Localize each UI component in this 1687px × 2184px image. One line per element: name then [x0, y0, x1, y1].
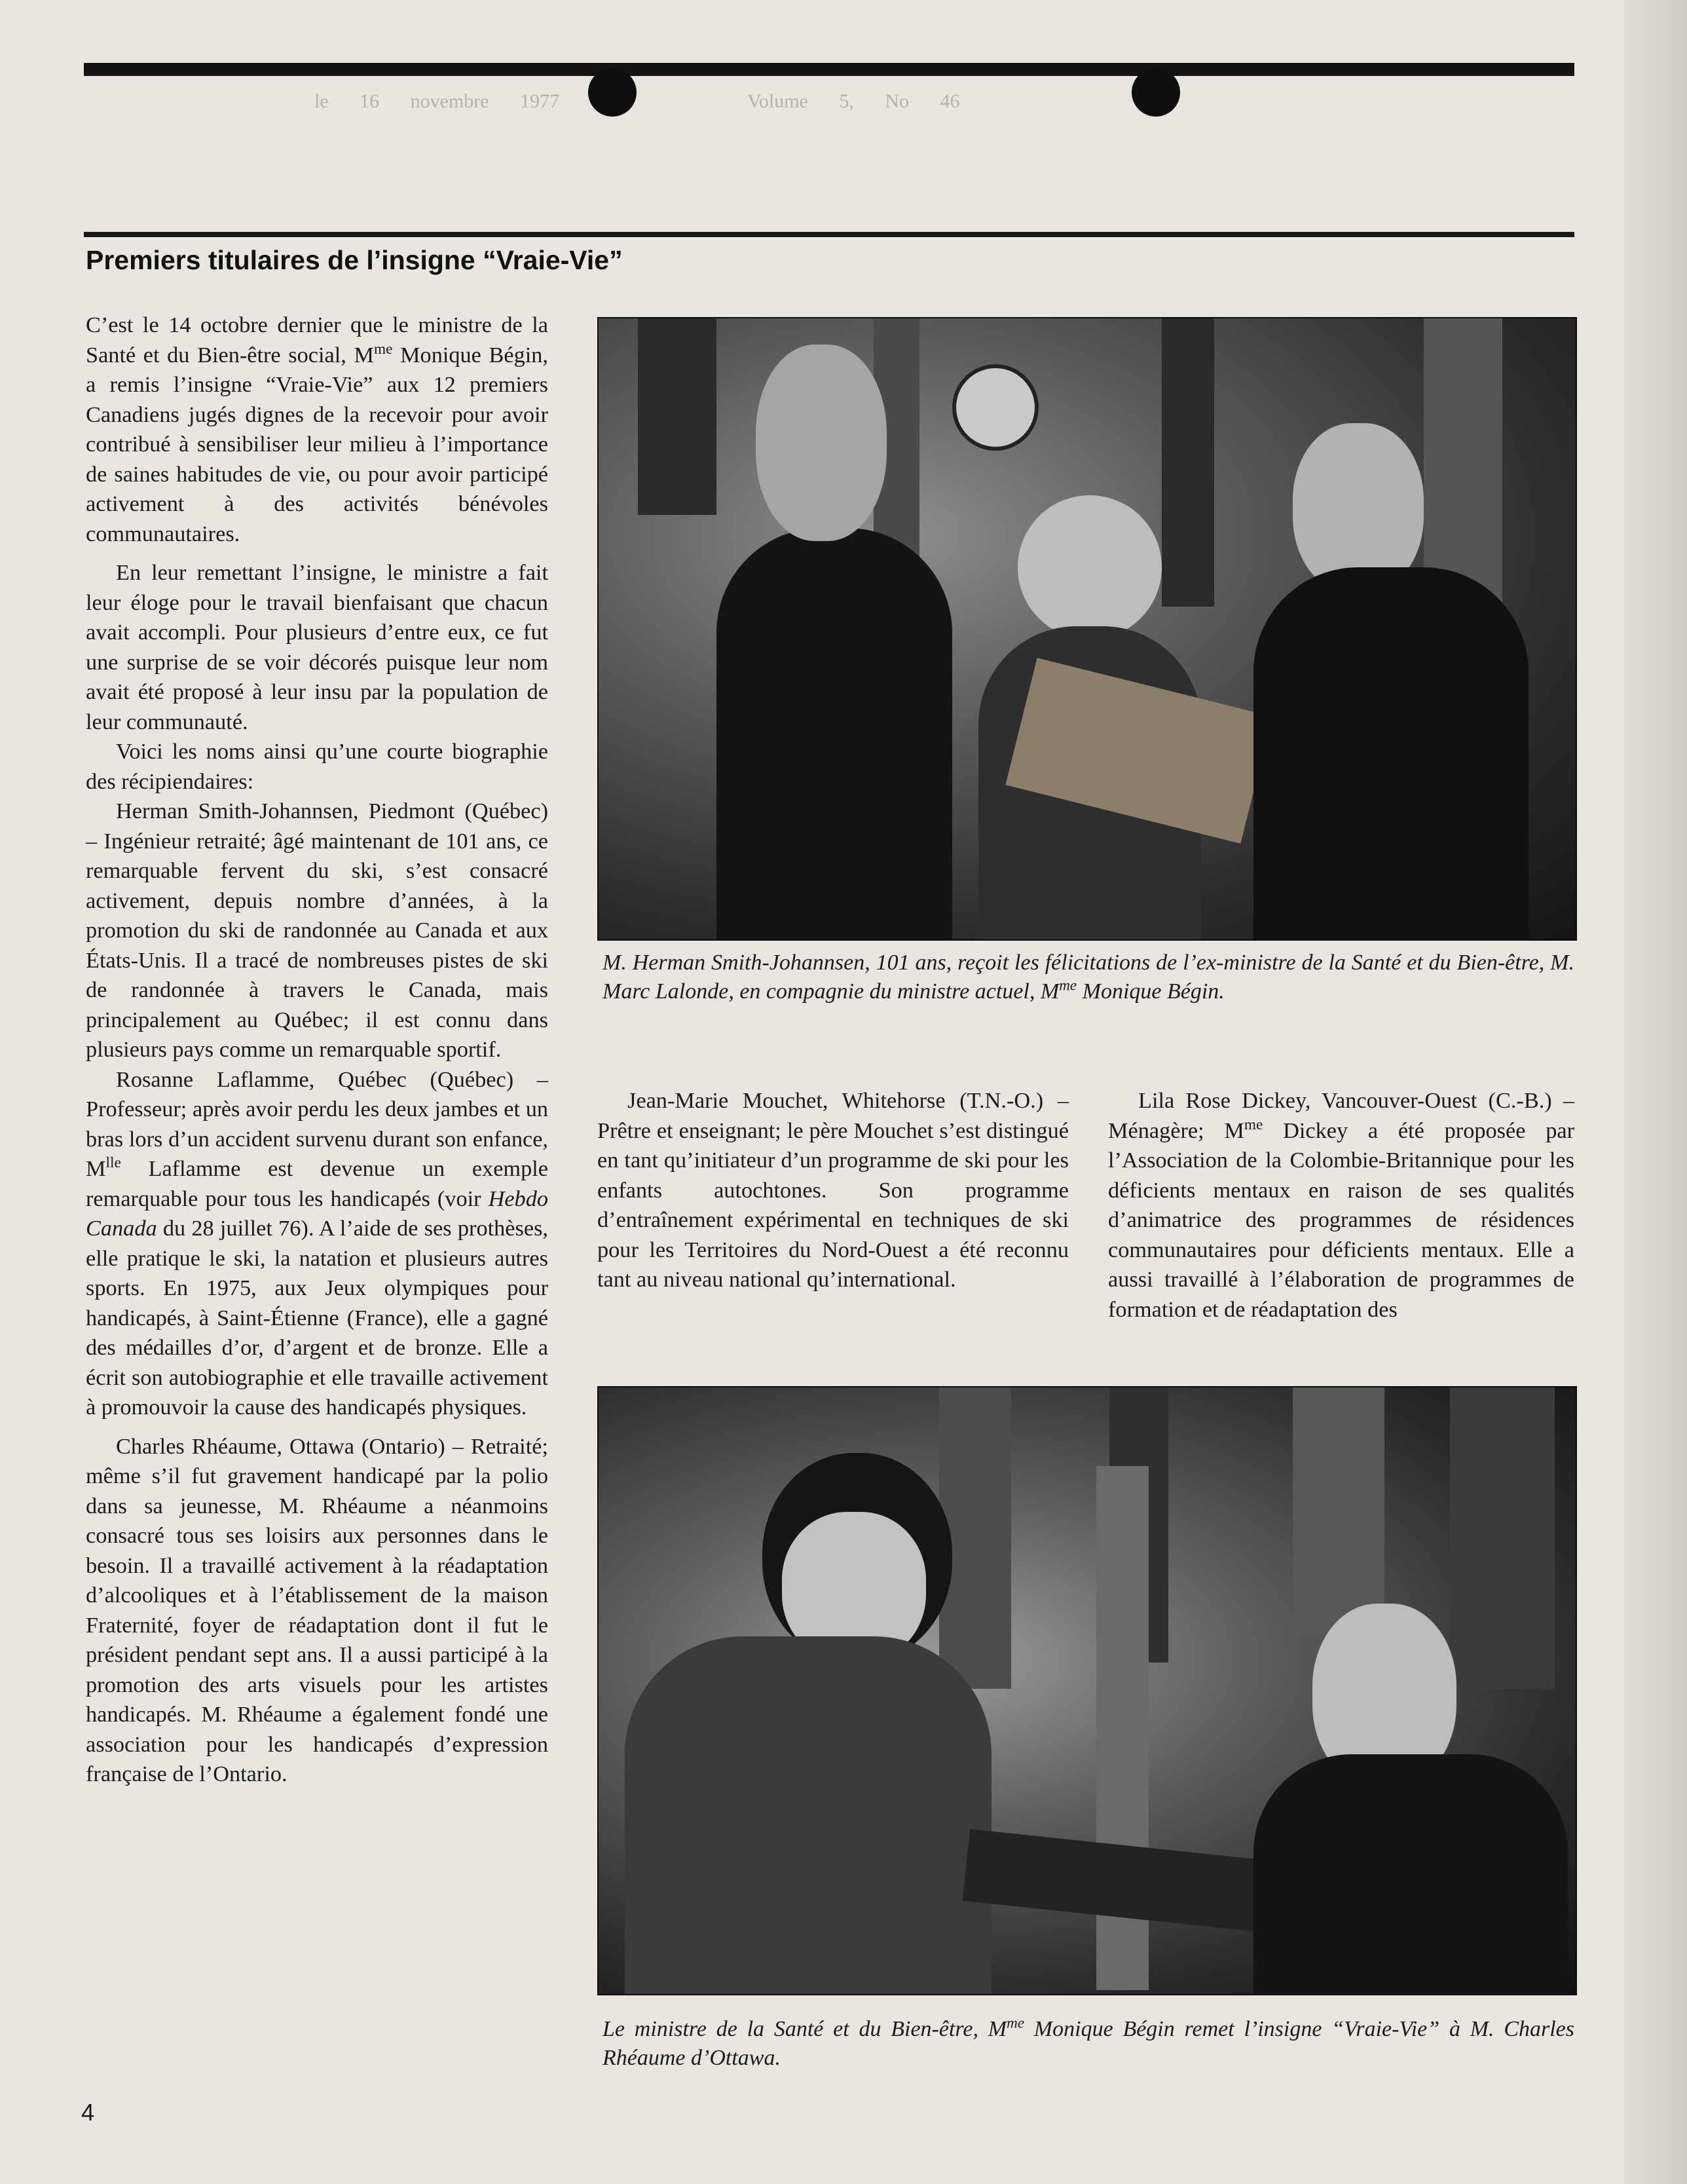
paragraph-laflamme: Rosanne Laflamme, Québec (Québec) – Professeur; après avoir perdu les deux jambes et un bras lors d’un accident survenu durant son enfance, $M^{lle}$ Laflamme est devenue un exemple remarquable pour tous les handicapés (voir Hebdo Canada du 28 juillet 76). A l’aide de ses prothèses, elle pratique le ski, la natation et plusieurs autres sports. En 1975, aux Jeux olympiques pour handicapés, à Saint-Étienne (France), elle a gagné des médailles d’or, d’argent et de bronze. Elle a écrit son autobiographie et elle travaille activement à promouvoir la cause des handicapés physiques. — [86, 1066, 548, 1420]
bleed-through-header — [314, 90, 1559, 123]
section-rule — [84, 232, 1574, 237]
paragraph-voici: Voici les noms ainsi qu’une courte biographie des récipiendaires: — [86, 739, 548, 794]
bleed-header-right: Volume 5, No 46 — [747, 90, 960, 112]
bleed-header-left: le 16 novembre 1977 — [314, 90, 560, 112]
caption-bottom-photo: Le ministre de la Santé et du Bien-être, $M^{me}$ Monique Bégin remet l’insigne “Vraie-Vie” à M. Charles Rhéaume d’Ottawa. — [602, 2014, 1574, 2070]
left-column — [86, 311, 548, 1790]
middle-column — [597, 1086, 1069, 1295]
paragraph-mouchet: Jean-Marie Mouchet, Whitehorse (T.N.-O.) – Prêtre et enseignant; le père Mouchet s’est distingué en tant qu’initiateur d’un programme de ski pour les enfants autochtones. Son programme d’entraînement expérimental en techniques de ski pour les Territoires du Nord-Ouest a été reconnu tant au niveau national qu’international. — [597, 1088, 1069, 1292]
top-binding-rule — [84, 63, 1574, 76]
photo-award-rheaume — [597, 1386, 1577, 1995]
page-edge-shadow — [1624, 0, 1687, 2184]
caption-top-photo: M. Herman Smith-Johannsen, 101 ans, reçoit les félicitations de l’ex-ministre de la Santé et du Bien-être, M. Marc Lalonde, en compagnie du ministre actuel, $M^{me}$ Monique Bégin. — [602, 951, 1574, 1004]
photo-award-smith-johannsen — [597, 317, 1577, 941]
paragraph-intro: C’est le 14 octobre dernier que le ministre de la Santé et du Bien-être social, $M^{me}$ Monique Bégin, a remis l’insigne “Vraie-Vie” aux 12 premiers Canadiens jugés dignes de la recevoir pour avoir contribué à sensibiliser leur milieu à l’importance de saines habitudes de vie, ou pour avoir participé activement à des activités bénévoles communautaires. — [86, 312, 548, 546]
paragraph-smith-johannsen: Herman Smith-Johannsen, Piedmont (Québec) – Ingénieur retraité; âgé maintenant de 101 ans, ce remarquable fervent du ski, s’est consacré activement, depuis nombre d’années, à la promotion du ski de randonnée au Canada et aux États-Unis. Il a tracé de nombreuses pistes de ski de randonnée à travers le Canada, mais principalement au Québec; il est connu dans plusieurs pays comme un remarquable sportif. — [86, 799, 548, 1062]
paragraph-eloge: En leur remettant l’insigne, le ministre a fait leur éloge pour le travail bienfaisant que chacun avait accompli. Pour plusieurs d’entre eux, ce fut une surprise de se voir décorés puisque leur nom avait été proposé à leur insu par la population de leur communauté. — [86, 560, 548, 734]
article-headline: Premiers titulaires de l’insigne “Vraie-Vie” — [86, 245, 623, 275]
page-number: 4 — [81, 2099, 95, 2126]
right-column — [1108, 1086, 1574, 1325]
paragraph-dickey: Lila Rose Dickey, Vancouver-Ouest (C.-B.) – Ménagère; $M^{me}$ Dickey a été proposée par l’Association de la Colombie-Britannique pour les déficients mentaux en raison de ses qualités d’animatrice des programmes de résidences communautaires pour déficients mentaux. Elle a aussi travaillé à l’élaboration de programmes de formation et de réadaptation des — [1108, 1088, 1574, 1322]
paragraph-rheaume: Charles Rhéaume, Ottawa (Ontario) – Retraité; même s’il fut gravement handicapé par la polio dans sa jeunesse, M. Rhéaume a néanmoins consacré tous ses loisirs aux personnes dans le besoin. Il a travaillé activement à la réadaptation d’alcooliques et à l’établissement de la maison Fraternité, foyer de réadaptation dont il fut le président pendant sept ans. Il a aussi participé à la promotion des arts visuels pour les artistes handicapés. M. Rhéaume a également fondé une association pour les handicapés d’expression française de l’Ontario. — [86, 1433, 548, 1786]
